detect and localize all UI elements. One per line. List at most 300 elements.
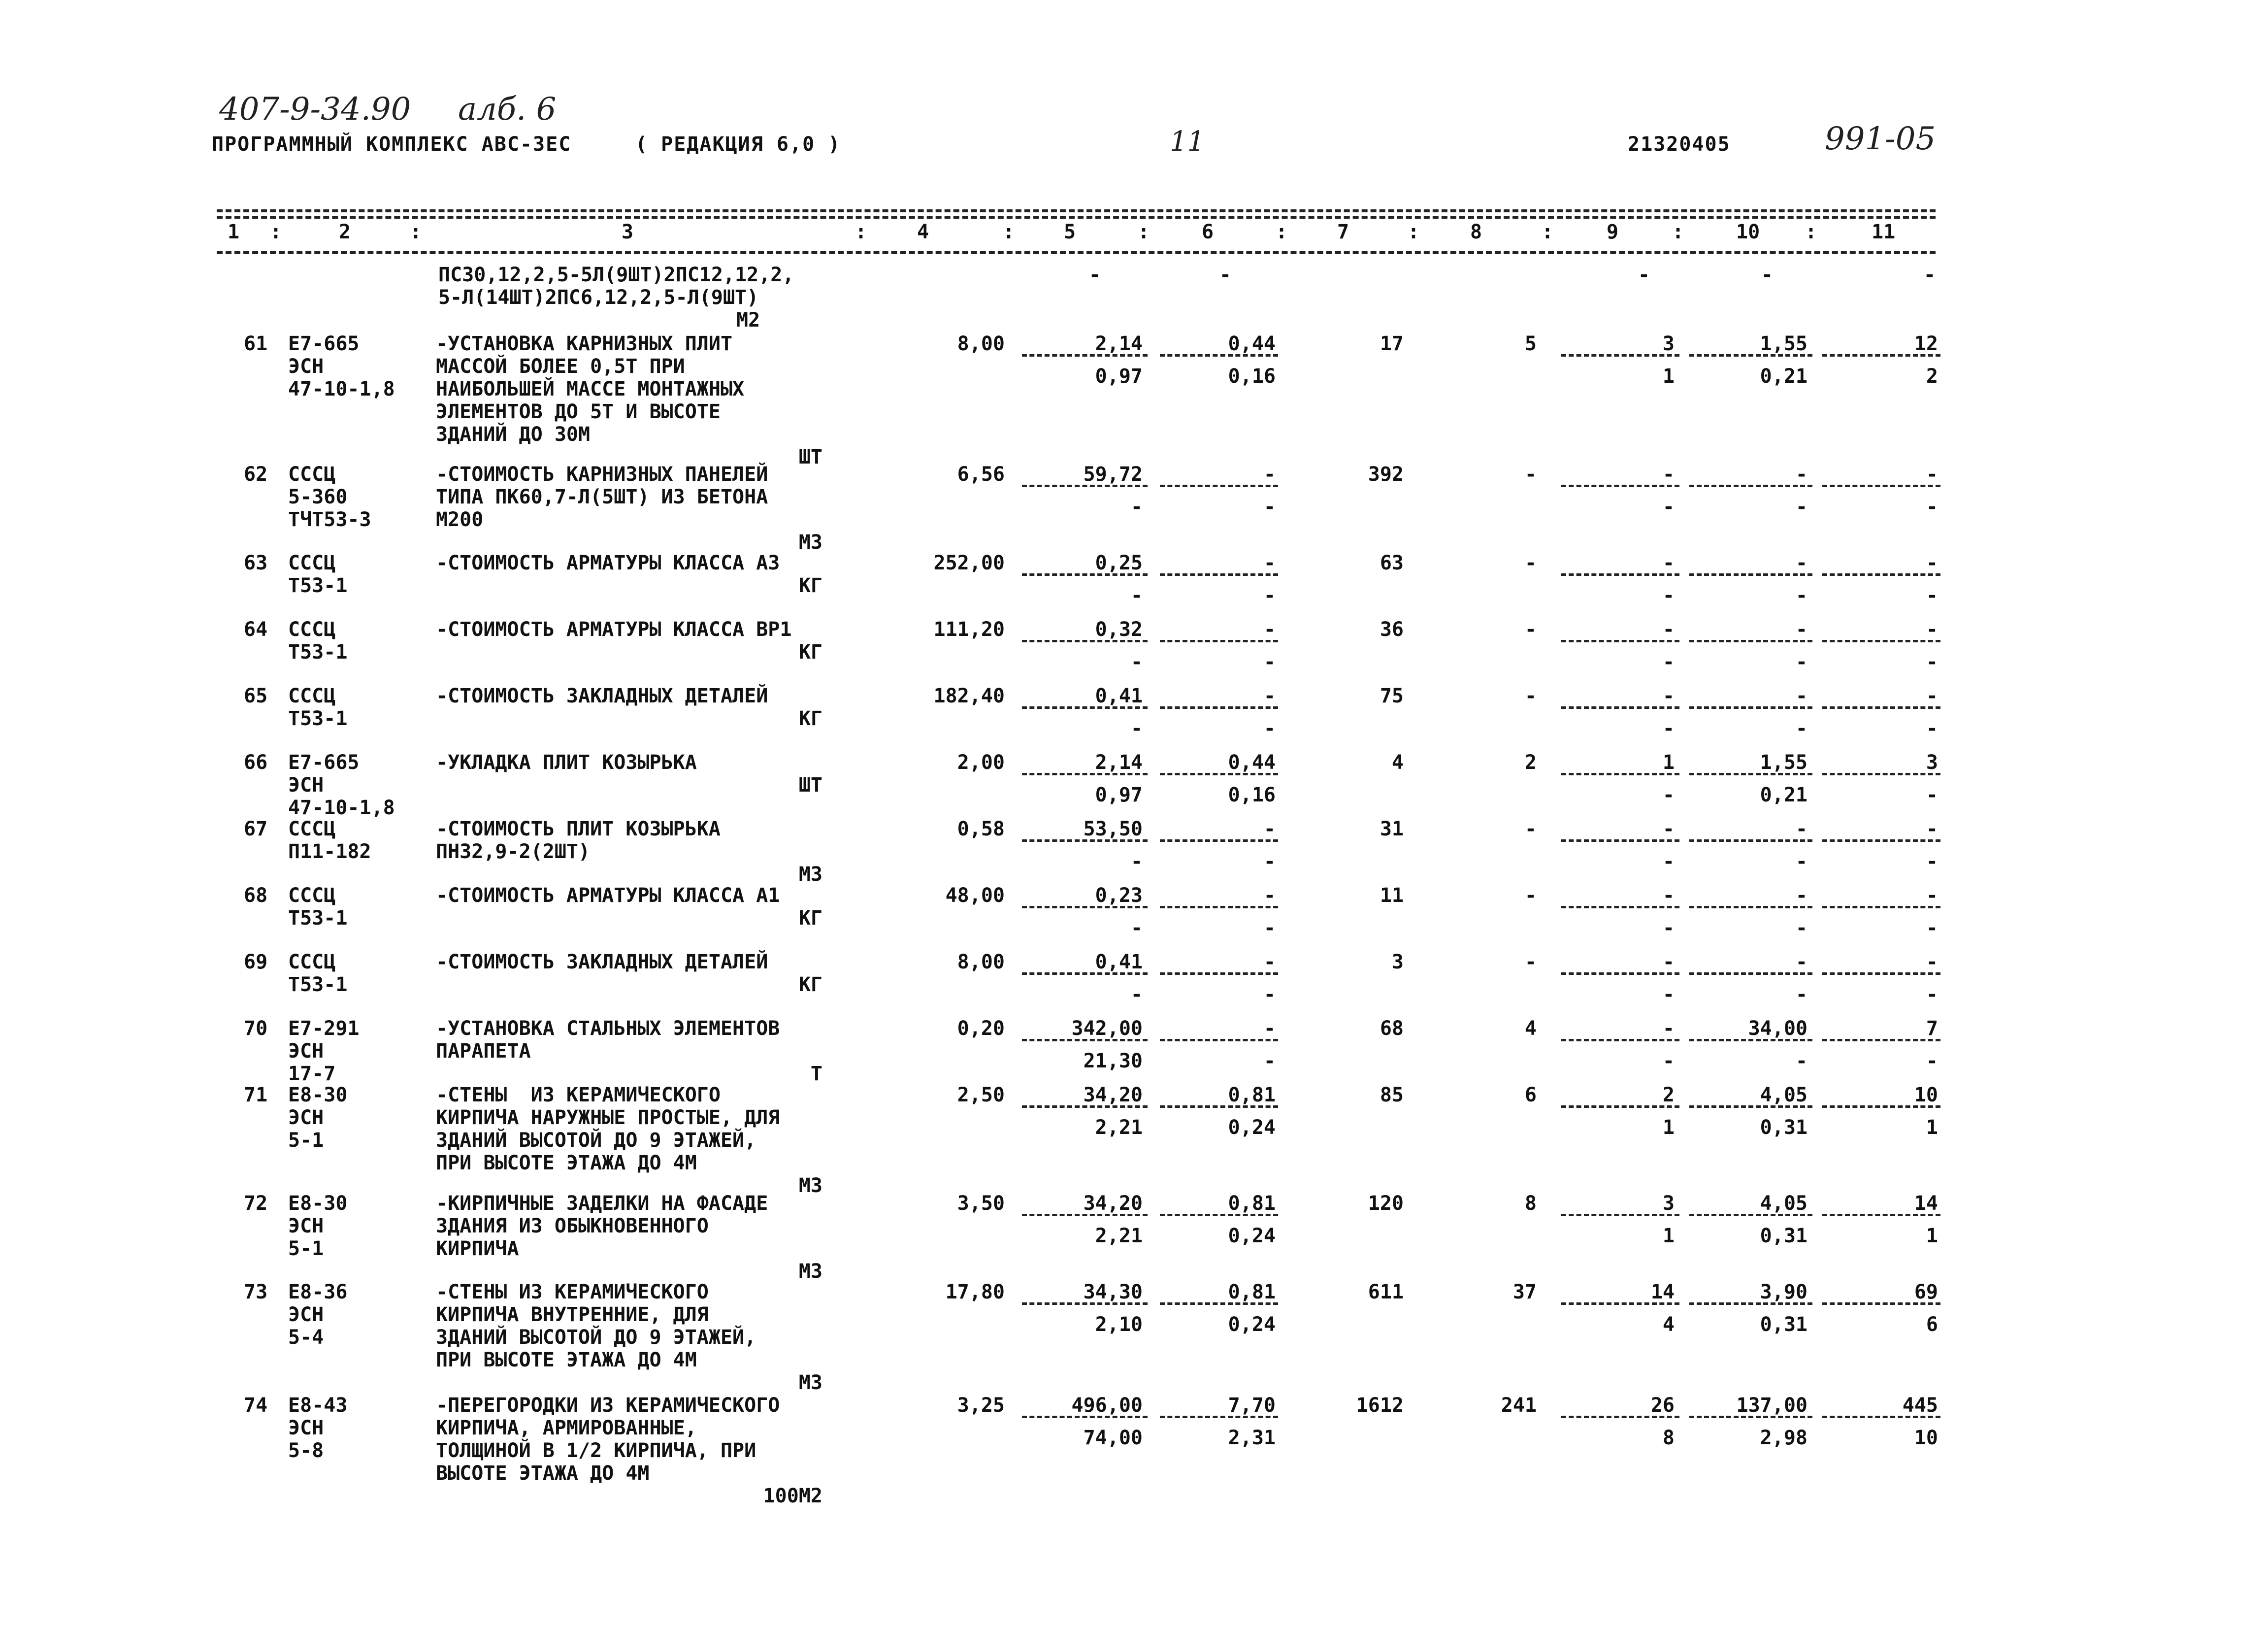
norm-code: 47-10-1,8 bbox=[288, 378, 395, 400]
value-divider bbox=[1822, 773, 1940, 775]
table-row bbox=[0, 1017, 2268, 1085]
unit-cost: 59,72 bbox=[1083, 463, 1143, 486]
value-divider bbox=[1022, 1214, 1148, 1216]
unit-of-measure: ШТ bbox=[798, 774, 822, 797]
unit-cost-sub: - bbox=[1130, 717, 1143, 740]
col-3: 3 bbox=[622, 221, 634, 243]
machine-cost: - bbox=[1662, 884, 1675, 907]
work-description: -УКЛАДКА ПЛИТ КОЗЫРЬКА bbox=[436, 751, 697, 774]
machine-cost: - bbox=[1662, 951, 1675, 973]
handwritten-page-number: 11 bbox=[1170, 126, 1205, 158]
labor-unit-sub: 0,31 bbox=[1760, 1225, 1808, 1247]
col-2: 2 bbox=[339, 221, 351, 243]
norm-code: ЭСН bbox=[288, 1417, 324, 1439]
row-number: 71 bbox=[244, 1084, 268, 1106]
value-divider bbox=[1822, 354, 1940, 357]
machine-cost-sub: 1 bbox=[1662, 1116, 1675, 1139]
labor-total-sub: - bbox=[1926, 651, 1938, 673]
labor-total: - bbox=[1926, 884, 1938, 907]
labor-unit-sub: - bbox=[1795, 983, 1808, 1006]
value-divider bbox=[1561, 706, 1679, 709]
value-divider bbox=[1160, 640, 1278, 642]
norm-code: 5-1 bbox=[288, 1129, 324, 1152]
continuation-line-1: ПС30,12,2,5-5Л(9ШТ)2ПС12,12,2, bbox=[438, 264, 794, 286]
work-description: ТОЛЩИНОЙ В 1/2 КИРПИЧА, ПРИ bbox=[436, 1439, 756, 1462]
labor-unit-sub: 2,98 bbox=[1760, 1427, 1808, 1449]
machine-cost-sub: - bbox=[1662, 496, 1675, 518]
unit-wage: - bbox=[1263, 884, 1276, 907]
value-divider bbox=[1022, 972, 1148, 975]
total-cost: 3 bbox=[1391, 951, 1404, 973]
labor-unit: - bbox=[1795, 552, 1808, 574]
continuation-c5: - bbox=[1088, 264, 1101, 286]
labor-total: - bbox=[1926, 463, 1938, 486]
value-divider bbox=[1022, 1039, 1148, 1041]
unit-of-measure: КГ bbox=[798, 973, 822, 996]
unit-cost: 34,20 bbox=[1083, 1084, 1143, 1106]
value-divider bbox=[1561, 839, 1679, 842]
total-cost: 392 bbox=[1368, 463, 1404, 486]
unit-wage-sub: 0,24 bbox=[1228, 1313, 1276, 1336]
labor-unit-sub: 0,21 bbox=[1760, 365, 1808, 388]
unit-of-measure: М3 bbox=[798, 1260, 822, 1283]
continuation-c6: - bbox=[1219, 264, 1231, 286]
norm-code: 5-4 bbox=[288, 1326, 324, 1349]
table-row bbox=[0, 332, 2268, 468]
machine-cost: 3 bbox=[1662, 332, 1675, 355]
unit-wage-sub: 0,16 bbox=[1228, 784, 1276, 806]
labor-unit-sub: - bbox=[1795, 850, 1808, 873]
norm-code: СССЦ bbox=[288, 463, 336, 486]
unit-cost: 496,00 bbox=[1071, 1394, 1143, 1417]
norm-code: ЭСН bbox=[288, 1106, 324, 1129]
work-description: М200 bbox=[436, 508, 484, 531]
labor-unit-sub: 0,21 bbox=[1760, 784, 1808, 806]
work-description: -СТОИМОСТЬ АРМАТУРЫ КЛАССА А3 bbox=[436, 552, 780, 574]
unit-wage: 0,81 bbox=[1228, 1192, 1276, 1215]
labor-total-sub: - bbox=[1926, 496, 1938, 518]
unit-cost-sub: 21,30 bbox=[1083, 1050, 1143, 1072]
value-divider bbox=[1822, 1416, 1940, 1418]
norm-code: ТЧТ53-3 bbox=[288, 508, 371, 531]
value-divider bbox=[1822, 1039, 1940, 1041]
total-cost: 4 bbox=[1391, 751, 1404, 774]
norm-code: П11-182 bbox=[288, 840, 371, 863]
value-divider bbox=[1822, 972, 1940, 975]
labor-unit: 34,00 bbox=[1748, 1017, 1808, 1040]
value-divider bbox=[1022, 1302, 1148, 1305]
total-wage: 4 bbox=[1524, 1017, 1537, 1040]
labor-unit-sub: - bbox=[1795, 917, 1808, 939]
unit-cost: 0,41 bbox=[1095, 685, 1143, 707]
norm-code: СССЦ bbox=[288, 552, 336, 574]
table-head-top-rule bbox=[217, 216, 1936, 219]
quantity: 48,00 bbox=[945, 884, 1005, 907]
total-wage: 241 bbox=[1501, 1394, 1537, 1417]
machine-cost-sub: - bbox=[1662, 651, 1675, 673]
norm-code: ЭСН bbox=[288, 774, 324, 797]
unit-cost: 0,41 bbox=[1095, 951, 1143, 973]
row-number: 66 bbox=[244, 751, 268, 774]
quantity: 17,80 bbox=[945, 1281, 1005, 1303]
norm-code: Е7-291 bbox=[288, 1017, 360, 1040]
unit-wage: 7,70 bbox=[1228, 1394, 1276, 1417]
program-title: ПРОГРАММНЫЙ КОМПЛЕКС АВС-3ЕС bbox=[212, 133, 572, 156]
work-description: КИРПИЧА ВНУТРЕННИЕ, ДЛЯ bbox=[436, 1303, 709, 1326]
value-divider bbox=[1561, 573, 1679, 576]
work-description: ПАРАПЕТА bbox=[436, 1040, 531, 1063]
labor-unit: - bbox=[1795, 951, 1808, 973]
total-cost: 68 bbox=[1380, 1017, 1404, 1040]
table-row bbox=[0, 1394, 2268, 1507]
row-number: 70 bbox=[244, 1017, 268, 1040]
quantity: 2,00 bbox=[957, 751, 1005, 774]
total-wage: 2 bbox=[1524, 751, 1537, 774]
unit-cost: 2,14 bbox=[1095, 332, 1143, 355]
norm-code: ЭСН bbox=[288, 1303, 324, 1326]
norm-code: Т53-1 bbox=[288, 641, 348, 664]
work-description: -УСТАНОВКА КАРНИЗНЫХ ПЛИТ bbox=[436, 332, 733, 355]
labor-total-sub: - bbox=[1926, 917, 1938, 939]
labor-total-sub: - bbox=[1926, 784, 1938, 806]
continuation-unit: М2 bbox=[736, 309, 760, 332]
work-description: ВЫСОТЕ ЭТАЖА ДО 4М bbox=[436, 1462, 650, 1485]
col-11: 11 bbox=[1872, 221, 1896, 243]
value-divider bbox=[1022, 354, 1148, 357]
col-8: 8 bbox=[1470, 221, 1482, 243]
machine-cost: - bbox=[1662, 1017, 1675, 1040]
total-wage: 5 bbox=[1524, 332, 1537, 355]
machine-cost-sub: - bbox=[1662, 717, 1675, 740]
row-number: 72 bbox=[244, 1192, 268, 1215]
edition-label: ( РЕДАКЦИЯ 6,0 ) bbox=[635, 133, 841, 156]
row-number: 67 bbox=[244, 818, 268, 840]
unit-wage-sub: - bbox=[1263, 651, 1276, 673]
unit-cost: 34,30 bbox=[1083, 1281, 1143, 1303]
continuation-c11: - bbox=[1923, 264, 1936, 286]
work-description: -СТОИМОСТЬ ЗАКЛАДНЫХ ДЕТАЛЕЙ bbox=[436, 685, 768, 707]
work-description: КИРПИЧА, АРМИРОВАННЫЕ, bbox=[436, 1417, 697, 1439]
document-code: 21320405 bbox=[1628, 133, 1731, 156]
machine-cost-sub: - bbox=[1662, 850, 1675, 873]
value-divider bbox=[1822, 1302, 1940, 1305]
col-5: 5 bbox=[1064, 221, 1076, 243]
quantity: 182,40 bbox=[933, 685, 1005, 707]
total-wage: 6 bbox=[1524, 1084, 1537, 1106]
machine-cost-sub: - bbox=[1662, 1050, 1675, 1072]
work-description: -СТЕНЫ ИЗ КЕРАМИЧЕСКОГО bbox=[436, 1084, 721, 1106]
quantity: 8,00 bbox=[957, 332, 1005, 355]
labor-total: 69 bbox=[1914, 1281, 1938, 1303]
labor-total: - bbox=[1926, 951, 1938, 973]
machine-cost: - bbox=[1662, 618, 1675, 641]
row-number: 61 bbox=[244, 332, 268, 355]
unit-wage: - bbox=[1263, 552, 1276, 574]
total-wage: - bbox=[1524, 685, 1537, 707]
unit-wage: - bbox=[1263, 463, 1276, 486]
col-6: 6 bbox=[1202, 221, 1214, 243]
unit-wage: - bbox=[1263, 1017, 1276, 1040]
row-number: 62 bbox=[244, 463, 268, 486]
table-row bbox=[0, 618, 2268, 673]
value-divider bbox=[1689, 839, 1812, 842]
unit-wage-sub: 0,24 bbox=[1228, 1225, 1276, 1247]
unit-cost: 342,00 bbox=[1071, 1017, 1143, 1040]
norm-code: Е8-30 bbox=[288, 1192, 348, 1215]
continuation-c9: - bbox=[1638, 264, 1650, 286]
labor-total: 445 bbox=[1902, 1394, 1938, 1417]
total-cost: 120 bbox=[1368, 1192, 1404, 1215]
unit-cost-sub: 74,00 bbox=[1083, 1427, 1143, 1449]
norm-code: СССЦ bbox=[288, 884, 336, 907]
unit-wage-sub: 0,24 bbox=[1228, 1116, 1276, 1139]
table-row bbox=[0, 463, 2268, 554]
handwritten-album: алб. 6 bbox=[458, 91, 557, 128]
value-divider bbox=[1822, 906, 1940, 908]
value-divider bbox=[1561, 1105, 1679, 1108]
machine-cost-sub: 8 bbox=[1662, 1427, 1675, 1449]
work-description: ПРИ ВЫСОТЕ ЭТАЖА ДО 4М bbox=[436, 1349, 697, 1371]
unit-of-measure: КГ bbox=[798, 574, 822, 597]
unit-of-measure: 100М2 bbox=[763, 1485, 822, 1507]
machine-cost: - bbox=[1662, 463, 1675, 486]
norm-code: СССЦ bbox=[288, 818, 336, 840]
total-cost: 31 bbox=[1380, 818, 1404, 840]
unit-cost-sub: - bbox=[1130, 651, 1143, 673]
labor-total-sub: - bbox=[1926, 584, 1938, 607]
unit-wage: - bbox=[1263, 685, 1276, 707]
labor-unit: 4,05 bbox=[1760, 1084, 1808, 1106]
unit-wage: 0,44 bbox=[1228, 751, 1276, 774]
labor-unit: 3,90 bbox=[1760, 1281, 1808, 1303]
value-divider bbox=[1160, 1416, 1278, 1418]
labor-unit: 1,55 bbox=[1760, 751, 1808, 774]
labor-total-sub: 10 bbox=[1914, 1427, 1938, 1449]
total-wage: - bbox=[1524, 463, 1537, 486]
value-divider bbox=[1022, 640, 1148, 642]
total-wage: - bbox=[1524, 884, 1537, 907]
work-description: -СТОИМОСТЬ ПЛИТ КОЗЫРЬКА bbox=[436, 818, 721, 840]
total-cost: 75 bbox=[1380, 685, 1404, 707]
unit-cost-sub: - bbox=[1130, 983, 1143, 1006]
quantity: 3,25 bbox=[957, 1394, 1005, 1417]
work-description: -СТОИМОСТЬ АРМАТУРЫ КЛАССА ВР1 bbox=[436, 618, 792, 641]
value-divider bbox=[1689, 485, 1812, 487]
unit-cost-sub: - bbox=[1130, 917, 1143, 939]
row-number: 65 bbox=[244, 685, 268, 707]
total-cost: 63 bbox=[1380, 552, 1404, 574]
labor-unit-sub: - bbox=[1795, 717, 1808, 740]
value-divider bbox=[1561, 1416, 1679, 1418]
table-row bbox=[0, 751, 2268, 819]
work-description: -ПЕРЕГОРОДКИ ИЗ КЕРАМИЧЕСКОГО bbox=[436, 1394, 780, 1417]
handwritten-doc-code: 407-9-34.90 bbox=[219, 91, 411, 128]
labor-unit-sub: 0,31 bbox=[1760, 1116, 1808, 1139]
row-number: 73 bbox=[244, 1281, 268, 1303]
unit-of-measure: М3 bbox=[798, 863, 822, 886]
unit-cost-sub: - bbox=[1130, 496, 1143, 518]
unit-wage-sub: - bbox=[1263, 584, 1276, 607]
col-9: 9 bbox=[1607, 221, 1619, 243]
value-divider bbox=[1689, 773, 1812, 775]
labor-unit-sub: - bbox=[1795, 1050, 1808, 1072]
row-number: 63 bbox=[244, 552, 268, 574]
value-divider bbox=[1822, 1214, 1940, 1216]
unit-cost: 0,23 bbox=[1095, 884, 1143, 907]
work-description: -КИРПИЧНЫЕ ЗАДЕЛКИ НА ФАСАДЕ bbox=[436, 1192, 768, 1215]
labor-unit: - bbox=[1795, 818, 1808, 840]
work-description: -СТОИМОСТЬ АРМАТУРЫ КЛАССА А1 bbox=[436, 884, 780, 907]
machine-cost-sub: - bbox=[1662, 784, 1675, 806]
value-divider bbox=[1689, 1105, 1812, 1108]
machine-cost: - bbox=[1662, 818, 1675, 840]
norm-code: СССЦ bbox=[288, 618, 336, 641]
total-cost: 1612 bbox=[1356, 1394, 1404, 1417]
labor-total: - bbox=[1926, 552, 1938, 574]
unit-wage-sub: - bbox=[1263, 717, 1276, 740]
value-divider bbox=[1160, 972, 1278, 975]
value-divider bbox=[1160, 485, 1278, 487]
unit-of-measure: КГ bbox=[798, 907, 822, 930]
work-description: МАССОЙ БОЛЕЕ 0,5Т ПРИ bbox=[436, 355, 685, 378]
norm-code: Е8-36 bbox=[288, 1281, 348, 1303]
labor-unit: - bbox=[1795, 463, 1808, 486]
value-divider bbox=[1689, 1039, 1812, 1041]
work-description: ЗДАНИЙ ВЫСОТОЙ ДО 9 ЭТАЖЕЙ, bbox=[436, 1326, 756, 1349]
norm-code: 5-1 bbox=[288, 1237, 324, 1260]
labor-total-sub: - bbox=[1926, 717, 1938, 740]
continuation-c10: - bbox=[1761, 264, 1773, 286]
value-divider bbox=[1822, 640, 1940, 642]
value-divider bbox=[1689, 906, 1812, 908]
quantity: 2,50 bbox=[957, 1084, 1005, 1106]
unit-of-measure: КГ bbox=[798, 707, 822, 730]
unit-cost: 53,50 bbox=[1083, 818, 1143, 840]
value-divider bbox=[1689, 640, 1812, 642]
labor-total: 7 bbox=[1926, 1017, 1938, 1040]
norm-code: Т53-1 bbox=[288, 574, 348, 597]
norm-code: ЭСН bbox=[288, 355, 324, 378]
norm-code: Т53-1 bbox=[288, 707, 348, 730]
row-number: 69 bbox=[244, 951, 268, 973]
value-divider bbox=[1689, 972, 1812, 975]
work-description: КИРПИЧА НАРУЖНЫЕ ПРОСТЫЕ, ДЛЯ bbox=[436, 1106, 780, 1129]
value-divider bbox=[1160, 1214, 1278, 1216]
work-description: -СТОИМОСТЬ КАРНИЗНЫХ ПАНЕЛЕЙ bbox=[436, 463, 768, 486]
machine-cost: 26 bbox=[1650, 1394, 1675, 1417]
labor-total: - bbox=[1926, 818, 1938, 840]
machine-cost-sub: - bbox=[1662, 983, 1675, 1006]
unit-of-measure: КГ bbox=[798, 641, 822, 664]
labor-unit: - bbox=[1795, 618, 1808, 641]
value-divider bbox=[1689, 1214, 1812, 1216]
norm-code: 5-360 bbox=[288, 486, 348, 508]
labor-total: - bbox=[1926, 685, 1938, 707]
work-description: ЗДАНИЙ ДО 30М bbox=[436, 423, 591, 446]
value-divider bbox=[1160, 773, 1278, 775]
labor-total-sub: 1 bbox=[1926, 1116, 1938, 1139]
total-cost: 85 bbox=[1380, 1084, 1404, 1106]
value-divider bbox=[1160, 839, 1278, 842]
work-description: -СТЕНЫ ИЗ КЕРАМИЧЕСКОГО bbox=[436, 1281, 709, 1303]
machine-cost: 14 bbox=[1650, 1281, 1675, 1303]
value-divider bbox=[1689, 706, 1812, 709]
machine-cost-sub: 4 bbox=[1662, 1313, 1675, 1336]
table-head-bottom-rule bbox=[217, 251, 1936, 254]
value-divider bbox=[1022, 1416, 1148, 1418]
unit-of-measure: М3 bbox=[798, 1174, 822, 1197]
quantity: 3,50 bbox=[957, 1192, 1005, 1215]
unit-wage: - bbox=[1263, 818, 1276, 840]
norm-code: ЭСН bbox=[288, 1215, 324, 1237]
unit-wage: - bbox=[1263, 618, 1276, 641]
work-description: ЭЛЕМЕНТОВ ДО 5Т И ВЫСОТЕ bbox=[436, 400, 721, 423]
unit-wage-sub: - bbox=[1263, 1050, 1276, 1072]
labor-unit: - bbox=[1795, 884, 1808, 907]
quantity: 0,58 bbox=[957, 818, 1005, 840]
labor-unit: 1,55 bbox=[1760, 332, 1808, 355]
labor-total-sub: 6 bbox=[1926, 1313, 1938, 1336]
unit-cost-sub: 2,21 bbox=[1095, 1116, 1143, 1139]
value-divider bbox=[1160, 1105, 1278, 1108]
value-divider bbox=[1689, 573, 1812, 576]
labor-total-sub: - bbox=[1926, 983, 1938, 1006]
total-cost: 611 bbox=[1368, 1281, 1404, 1303]
table-row bbox=[0, 1192, 2268, 1283]
continuation-line-2: 5-Л(14ШТ)2ПС6,12,2,5-Л(9ШТ) bbox=[438, 286, 759, 309]
machine-cost: - bbox=[1662, 552, 1675, 574]
unit-wage: - bbox=[1263, 951, 1276, 973]
col-10: 10 bbox=[1736, 221, 1760, 243]
unit-cost-sub: 2,10 bbox=[1095, 1313, 1143, 1336]
unit-cost: 0,32 bbox=[1095, 618, 1143, 641]
work-description: ТИПА ПК60,7-Л(5ШТ) ИЗ БЕТОНА bbox=[436, 486, 768, 508]
quantity: 0,20 bbox=[957, 1017, 1005, 1040]
unit-cost-sub: 0,97 bbox=[1095, 365, 1143, 388]
row-number: 74 bbox=[244, 1394, 268, 1417]
labor-unit: 137,00 bbox=[1736, 1394, 1808, 1417]
value-divider bbox=[1822, 1105, 1940, 1108]
value-divider bbox=[1022, 573, 1148, 576]
labor-total-sub: - bbox=[1926, 1050, 1938, 1072]
work-description: ПН32,9-2(2ШТ) bbox=[436, 840, 591, 863]
value-divider bbox=[1822, 706, 1940, 709]
labor-total-sub: 1 bbox=[1926, 1225, 1938, 1247]
machine-cost-sub: - bbox=[1662, 917, 1675, 939]
row-number: 64 bbox=[244, 618, 268, 641]
labor-total-sub: 2 bbox=[1926, 365, 1938, 388]
total-cost: 11 bbox=[1380, 884, 1404, 907]
labor-total: 3 bbox=[1926, 751, 1938, 774]
value-divider bbox=[1561, 1214, 1679, 1216]
total-wage: - bbox=[1524, 818, 1537, 840]
labor-unit-sub: - bbox=[1795, 496, 1808, 518]
quantity: 6,56 bbox=[957, 463, 1005, 486]
labor-total: 10 bbox=[1914, 1084, 1938, 1106]
table-top-rule bbox=[217, 209, 1936, 212]
unit-wage-sub: - bbox=[1263, 983, 1276, 1006]
value-divider bbox=[1160, 906, 1278, 908]
labor-unit-sub: - bbox=[1795, 584, 1808, 607]
labor-total-sub: - bbox=[1926, 850, 1938, 873]
unit-wage-sub: - bbox=[1263, 850, 1276, 873]
value-divider bbox=[1689, 1302, 1812, 1305]
value-divider bbox=[1561, 1302, 1679, 1305]
machine-cost-sub: 1 bbox=[1662, 365, 1675, 388]
machine-cost: 3 bbox=[1662, 1192, 1675, 1215]
labor-total: - bbox=[1926, 618, 1938, 641]
value-divider bbox=[1022, 839, 1148, 842]
